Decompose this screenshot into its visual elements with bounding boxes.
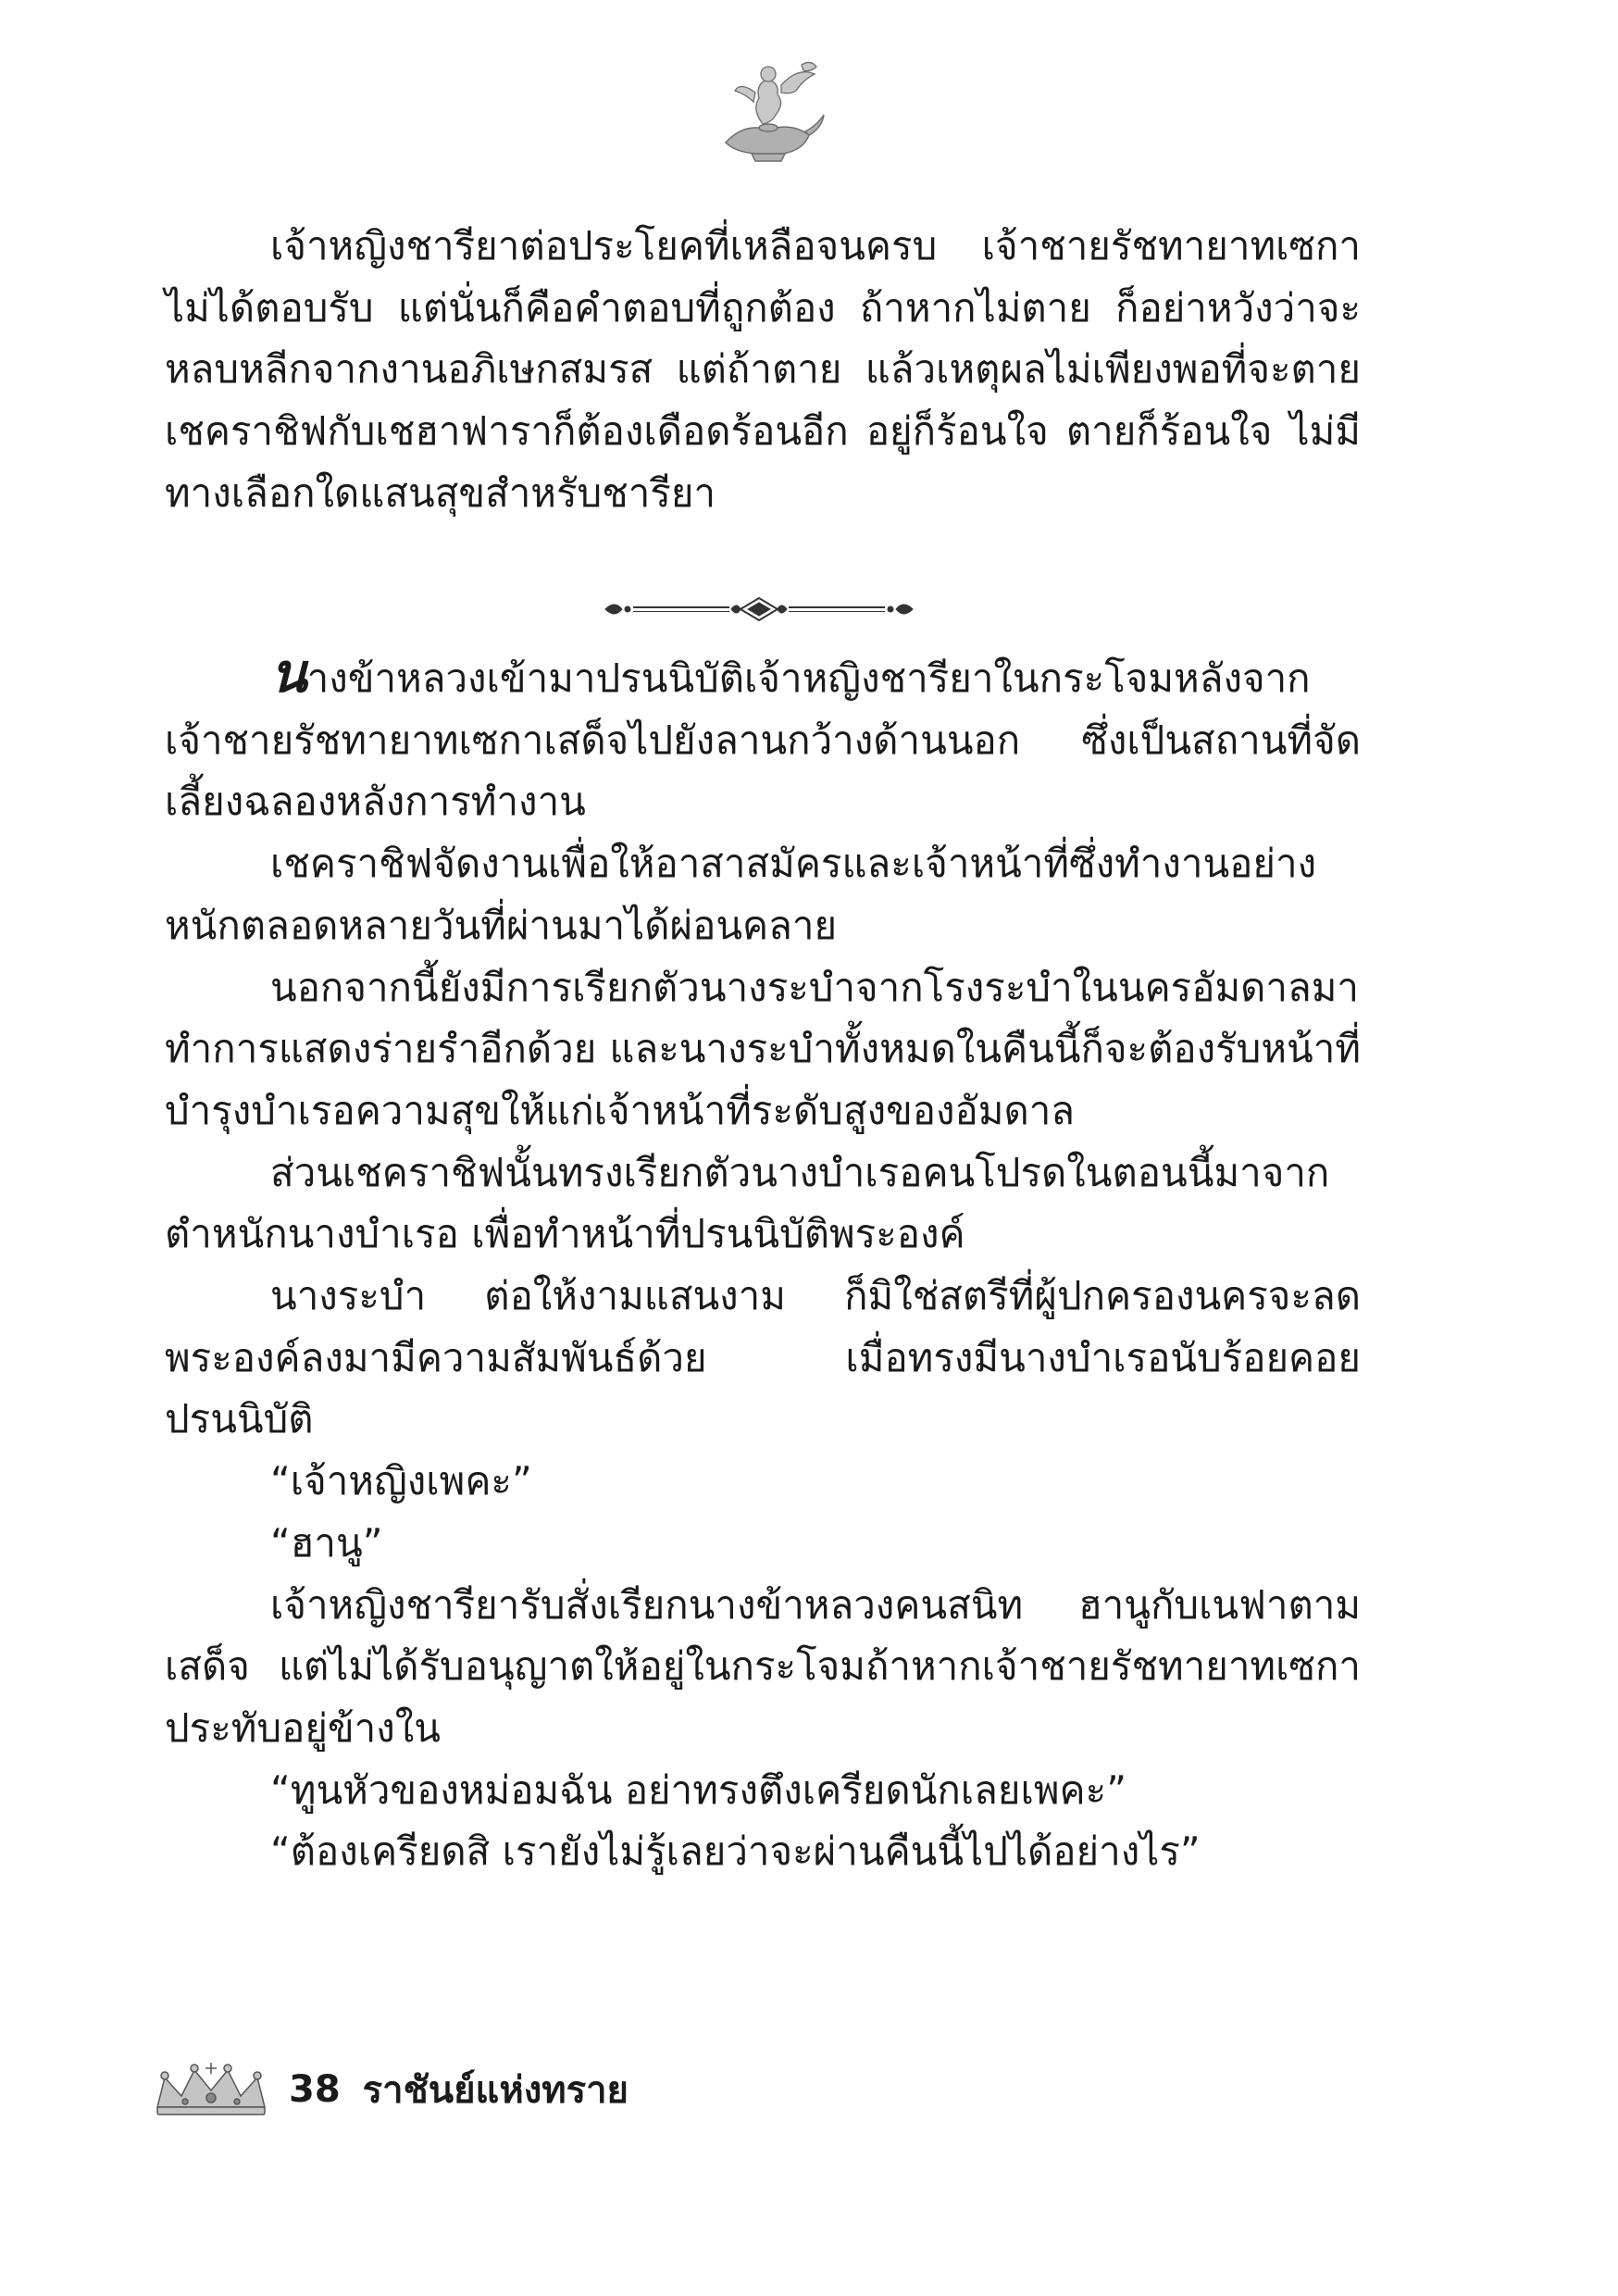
paragraph: นางระบำ ต่อให้งามแสนงาม ก็มิใช่สตรีที่ผู้ปกครองนครจะลดพระองค์ลงมามีความสัมพันธ์ด้วย เมื่อทรงมีนางบำเรอนับร้อยคอยปรนนิบัติ	[165, 1273, 1361, 1442]
paragraph: เจ้าหญิงชารียาต่อประโยคที่เหลือจนครบ เจ้าชายรัชทายาทเซกาไม่ได้ตอบรับ แต่นั่นก็คือคำตอบที่ถูกต้อง ถ้าหากไม่ตาย ก็อย่าหวังว่าจะหลบหลีกจากงานอภิเษกสมรส แต่ถ้าตาย แล้วเหตุผลไม่เพียงพอที่จะตาย เชคราชิฟกับเชฮาฟาราก็ต้องเดือดร้อนอีก อยู่ก็ร้อนใจ ตายก็ร้อนใจ ไม่มีทางเลือกใดแสนสุขสำหรับชารียา	[165, 223, 1361, 516]
section-opening-text: างข้าหลวงเข้ามาปรนนิบัติเจ้าหญิงชารียาในกระโจมหลังจากเจ้าชายรัชทายาทเซกาเสด็จไปยังลานกว้างด้านนอก ซึ่งเป็นสถานที่จัดเลี้ยงฉลองหลังการทำงาน	[165, 655, 1361, 825]
dialogue-line: “ทูนหัวของหม่อมฉัน อย่าทรงตึงเครียดนักเลยเพคะ”	[270, 1766, 1126, 1813]
genie-lamp-icon	[707, 57, 828, 167]
dialogue-line: “ฮานู”	[270, 1519, 383, 1566]
top-text-block	[165, 216, 1361, 525]
page-footer	[152, 2057, 629, 2122]
main-text-block	[165, 642, 1361, 1883]
paragraph: นอกจากนี้ยังมีการเรียกตัวนางระบำจากโรงระบำในนครอัมดาลมาทำการแสดงร่ายรำอีกด้วย และนางระบำทั้งหมดในคืนนี้ก็จะต้องรับหน้าที่บำรุงบำเรอความสุขให้แก่เจ้าหน้าที่ระดับสูงของอัมดาล	[165, 964, 1361, 1133]
section-opening-paragraph	[165, 642, 1361, 833]
book-title: ราชันย์แห่งทราย	[362, 2069, 629, 2112]
paragraph: เชคราชิฟจัดงานเพื่อให้อาสาสมัครและเจ้าหน้าที่ซึ่งทำงานอย่างหนักตลอดหลายวันที่ผ่านมาได้ผ่อนคลาย	[165, 841, 1317, 948]
ornamental-divider-icon	[602, 593, 916, 626]
dialogue-line: “เจ้าหญิงเพคะ”	[270, 1458, 532, 1504]
page-number: 38	[289, 2068, 341, 2111]
paragraph: เจ้าหญิงชารียารับสั่งเรียกนางข้าหลวงคนสนิท ฮานูกับเนฟาตามเสด็จ แต่ไม่ได้รับอนุญาตให้อยู่ในกระโจมถ้าหากเจ้าชายรัชทายาทเซกาประทับอยู่ข้างใน	[165, 1581, 1361, 1751]
dialogue-line: “ต้องเครียดสิ เรายังไม่รู้เลยว่าจะผ่านคืนนี้ไปได้อย่างไร”	[270, 1828, 1201, 1875]
drop-letter: น	[270, 642, 307, 705]
paragraph: ส่วนเชคราชิฟนั้นทรงเรียกตัวนางบำเรอคนโปรดในตอนนี้มาจากตำหนักนางบำเรอ เพื่อทำหน้าที่ปรนนิบัติพระองค์	[165, 1149, 1330, 1257]
crown-icon	[152, 2061, 270, 2118]
